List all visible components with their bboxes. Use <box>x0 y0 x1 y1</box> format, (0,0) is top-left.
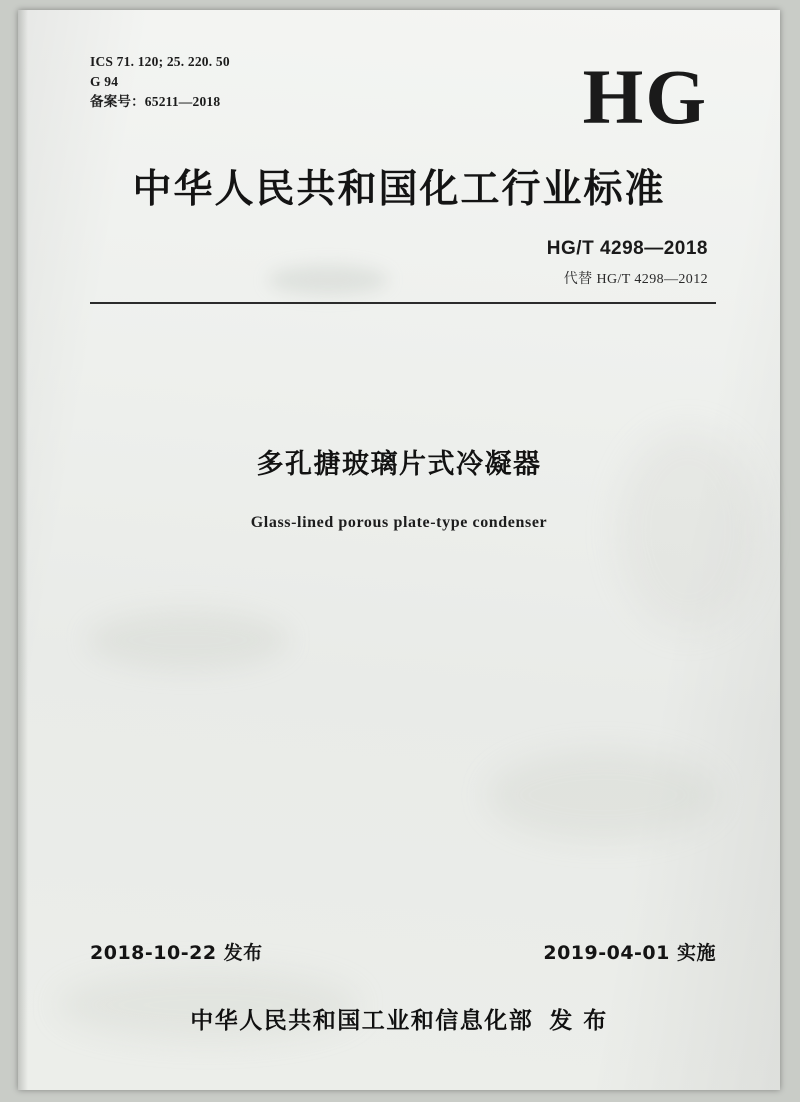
ics-metadata-block <box>90 52 230 112</box>
subject-title-english: Glass-lined porous plate-type condenser <box>250 514 548 531</box>
page-title: 中华人民共和国化工行业标准 <box>132 167 666 212</box>
publisher-name: 中华人民共和国工业和信息化部 <box>190 1008 534 1034</box>
hg-logo: HG <box>582 53 708 140</box>
publisher-line <box>18 1002 780 1035</box>
scanned-standard-cover-page <box>18 10 780 1090</box>
effective-date: 2019-04-01 实施 <box>543 942 716 964</box>
record-number: 备案号：65211—2018 <box>90 94 221 109</box>
standard-number: HG/T 4298—2018 <box>546 238 708 259</box>
classification-code: G 94 <box>90 74 119 89</box>
issue-date: 2018-10-22 发布 <box>90 942 263 964</box>
replaced-standard-number: 代替 HG/T 4298—2012 <box>563 272 708 287</box>
publisher-verb: 发 布 <box>549 1008 608 1034</box>
subject-title-chinese: 多孔搪玻璃片式冷凝器 <box>256 449 542 480</box>
header-divider <box>90 302 716 304</box>
ics-code: ICS 71. 120; 25. 220. 50 <box>90 54 230 69</box>
